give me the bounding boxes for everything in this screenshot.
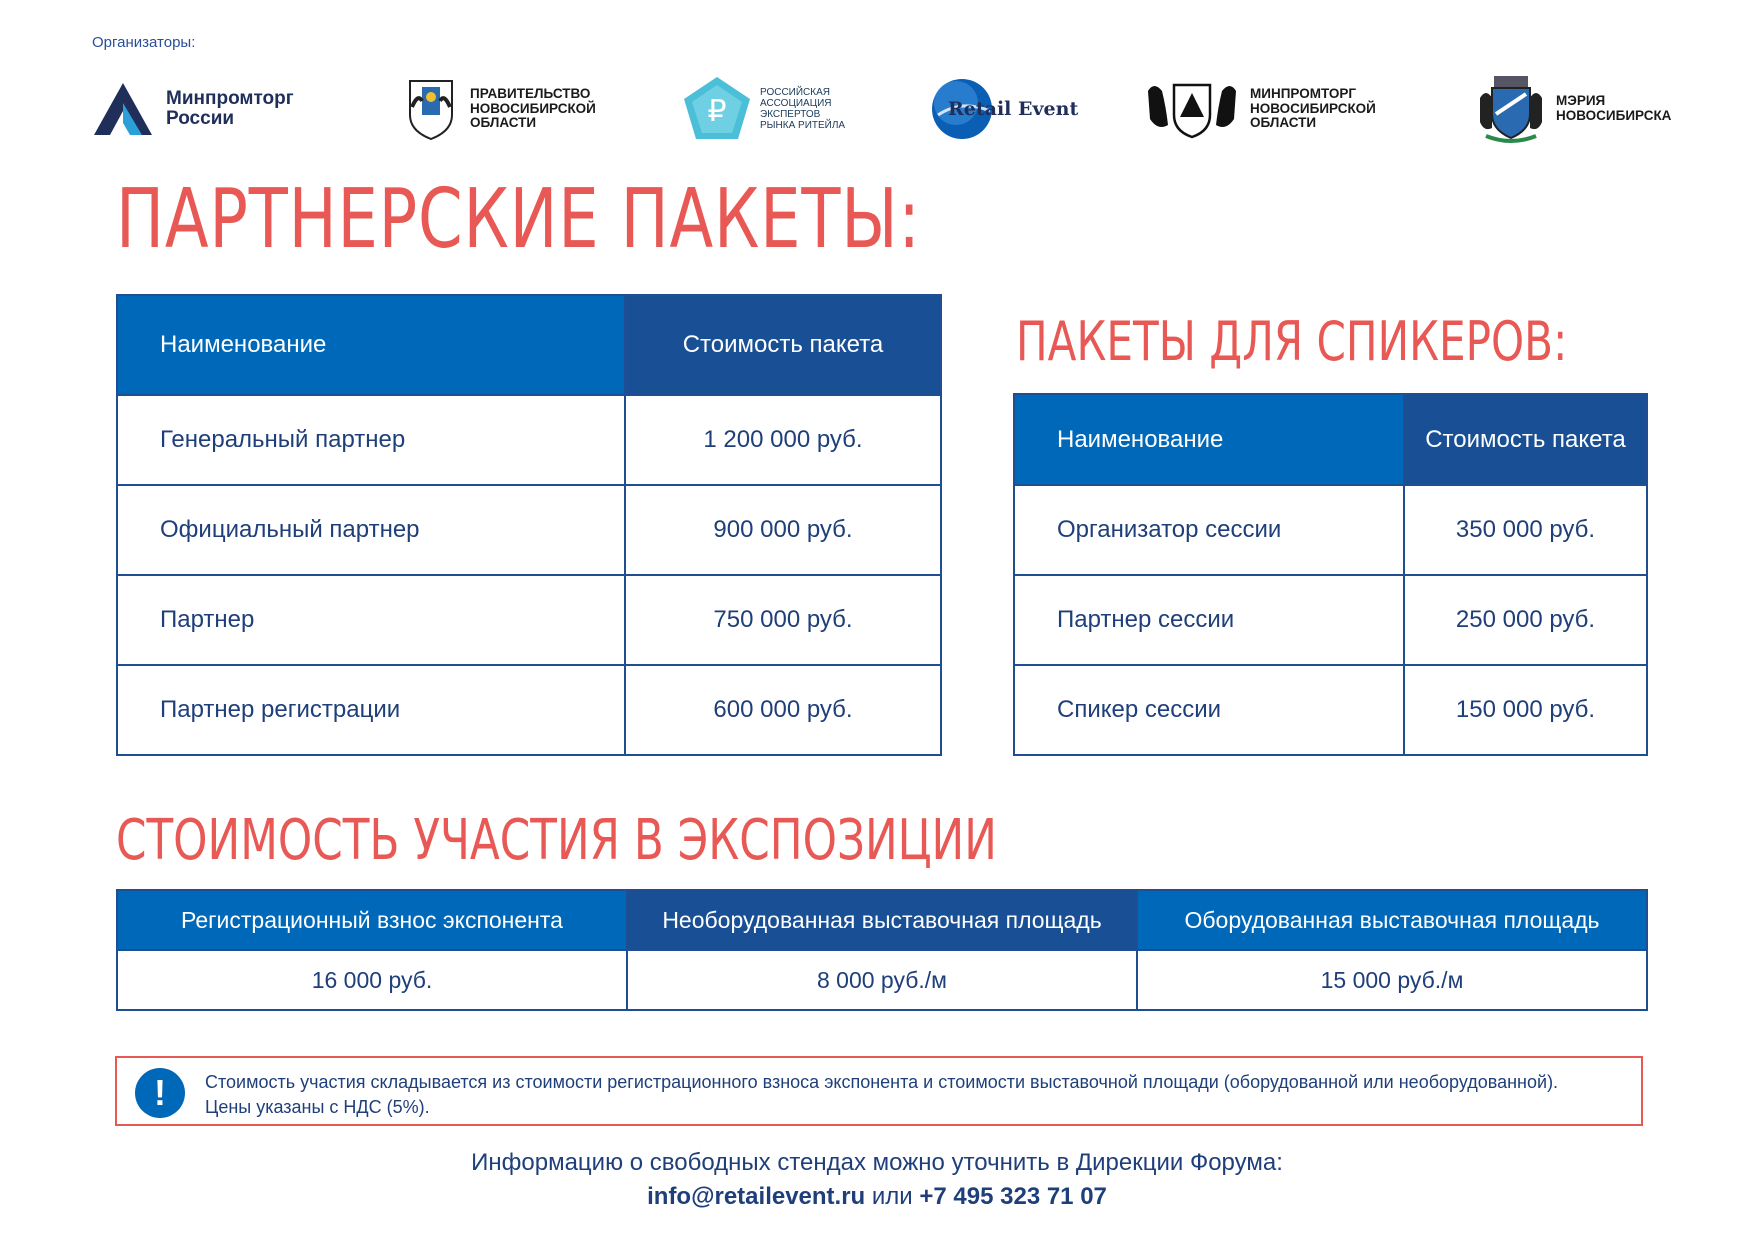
package-price: 1 200 000 руб. <box>625 395 941 485</box>
footer-contacts <box>0 1180 1754 1214</box>
footer-info: Информацию о свободных стендах можно уточнить в Дирекции Форума: <box>471 1149 1283 1176</box>
notice-line-2: Цены указаны с НДС (5%). <box>205 1097 430 1117</box>
ruble-pentagon-icon <box>682 75 752 143</box>
minpromtorg-logo-icon <box>92 81 154 137</box>
logo-minpromtorg-novosibirsk: МИНПРОМТОРГ НОВОСИБИРСКОЙ ОБЛАСТИ <box>1144 64 1376 154</box>
coat-of-arms-icon <box>404 77 458 141</box>
registration-fee-value: 16 000 руб. <box>117 950 627 1010</box>
table-row <box>1014 485 1647 575</box>
package-price: 150 000 руб. <box>1404 665 1647 755</box>
package-price: 250 000 руб. <box>1404 575 1647 665</box>
package-price: 750 000 руб. <box>625 575 941 665</box>
logo-gov-novosibirsk: ПРАВИТЕЛЬСТВО НОВОСИБИРСКОЙ ОБЛАСТИ <box>404 64 596 154</box>
package-price: 900 000 руб. <box>625 485 941 575</box>
table-row <box>1014 665 1647 755</box>
speakers-table <box>1013 393 1648 756</box>
package-name: Генеральный партнер <box>117 395 625 485</box>
package-name: Организатор сессии <box>1014 485 1404 575</box>
svg-text:₽: ₽ <box>707 94 727 129</box>
city-coat-of-arms-icon <box>1476 74 1546 144</box>
table-row <box>117 950 1647 1010</box>
package-name: Партнер <box>117 575 625 665</box>
header-price: Стоимость пакета <box>1404 394 1647 485</box>
header-price: Стоимость пакета <box>625 295 941 395</box>
notice-line-1: Стоимость участия складывается из стоимости регистрационного взноса экспонента и стоимости выставочной площади (оборудованной или необорудованной). <box>205 1072 1559 1092</box>
package-name: Спикер сессии <box>1014 665 1404 755</box>
table-row <box>117 485 941 575</box>
table-header-row <box>117 890 1647 950</box>
footer-or: или <box>865 1183 920 1210</box>
expo-title: СТОИМОСТЬ УЧАСТИЯ В ЭКСПОЗИЦИИ <box>116 808 997 873</box>
table-header-row <box>1014 394 1647 485</box>
table-row <box>117 395 941 485</box>
partners-table <box>116 294 942 756</box>
table-header-row <box>117 295 941 395</box>
logo-retail-association: ₽ РОССИЙСКАЯ АССОЦИАЦИЯ ЭКСПЕРТОВ РЫНКА РИТЕЙЛА <box>682 64 845 154</box>
main-title: ПАРТНЕРСКИЕ ПАКЕТЫ: <box>116 172 921 267</box>
table-row <box>1014 575 1647 665</box>
header-equipped-area: Оборудованная выставочная площадь <box>1137 890 1647 950</box>
notice-box <box>115 1056 1643 1126</box>
package-price: 600 000 руб. <box>625 665 941 755</box>
table-row <box>117 575 941 665</box>
header-name: Наименование <box>117 295 625 395</box>
expo-table <box>116 889 1648 1011</box>
package-name: Официальный партнер <box>117 485 625 575</box>
footer <box>0 1146 1754 1214</box>
exclamation-icon: ! <box>135 1068 185 1118</box>
header-unequipped-area: Необорудованная выставочная площадь <box>627 890 1137 950</box>
equipped-area-value: 15 000 руб./м <box>1137 950 1647 1010</box>
logo-retail-event: Retail Event <box>930 64 1078 154</box>
package-price: 350 000 руб. <box>1404 485 1647 575</box>
package-name: Партнер регистрации <box>117 665 625 755</box>
logo-meria-novosibirsk: МЭРИЯ НОВОСИБИРСКА <box>1476 64 1671 154</box>
header-registration-fee: Регистрационный взнос экспонента <box>117 890 627 950</box>
table-row <box>117 665 941 755</box>
package-name: Партнер сессии <box>1014 575 1404 665</box>
coat-of-arms-sables-icon <box>1144 77 1240 141</box>
contact-phone-link[interactable]: +7 495 323 71 07 <box>919 1183 1107 1210</box>
unequipped-area-value: 8 000 руб./м <box>627 950 1137 1010</box>
speakers-title: ПАКЕТЫ ДЛЯ СПИКЕРОВ: <box>1016 310 1568 373</box>
header-name: Наименование <box>1014 394 1404 485</box>
contact-email-link[interactable]: info@retailevent.ru <box>647 1183 866 1210</box>
logo-minpromtorg-russia: Минпромторг России <box>92 64 294 154</box>
notice-text <box>205 1070 1558 1120</box>
organizers-logos <box>92 64 1682 154</box>
organizers-label: Организаторы: <box>92 34 196 51</box>
